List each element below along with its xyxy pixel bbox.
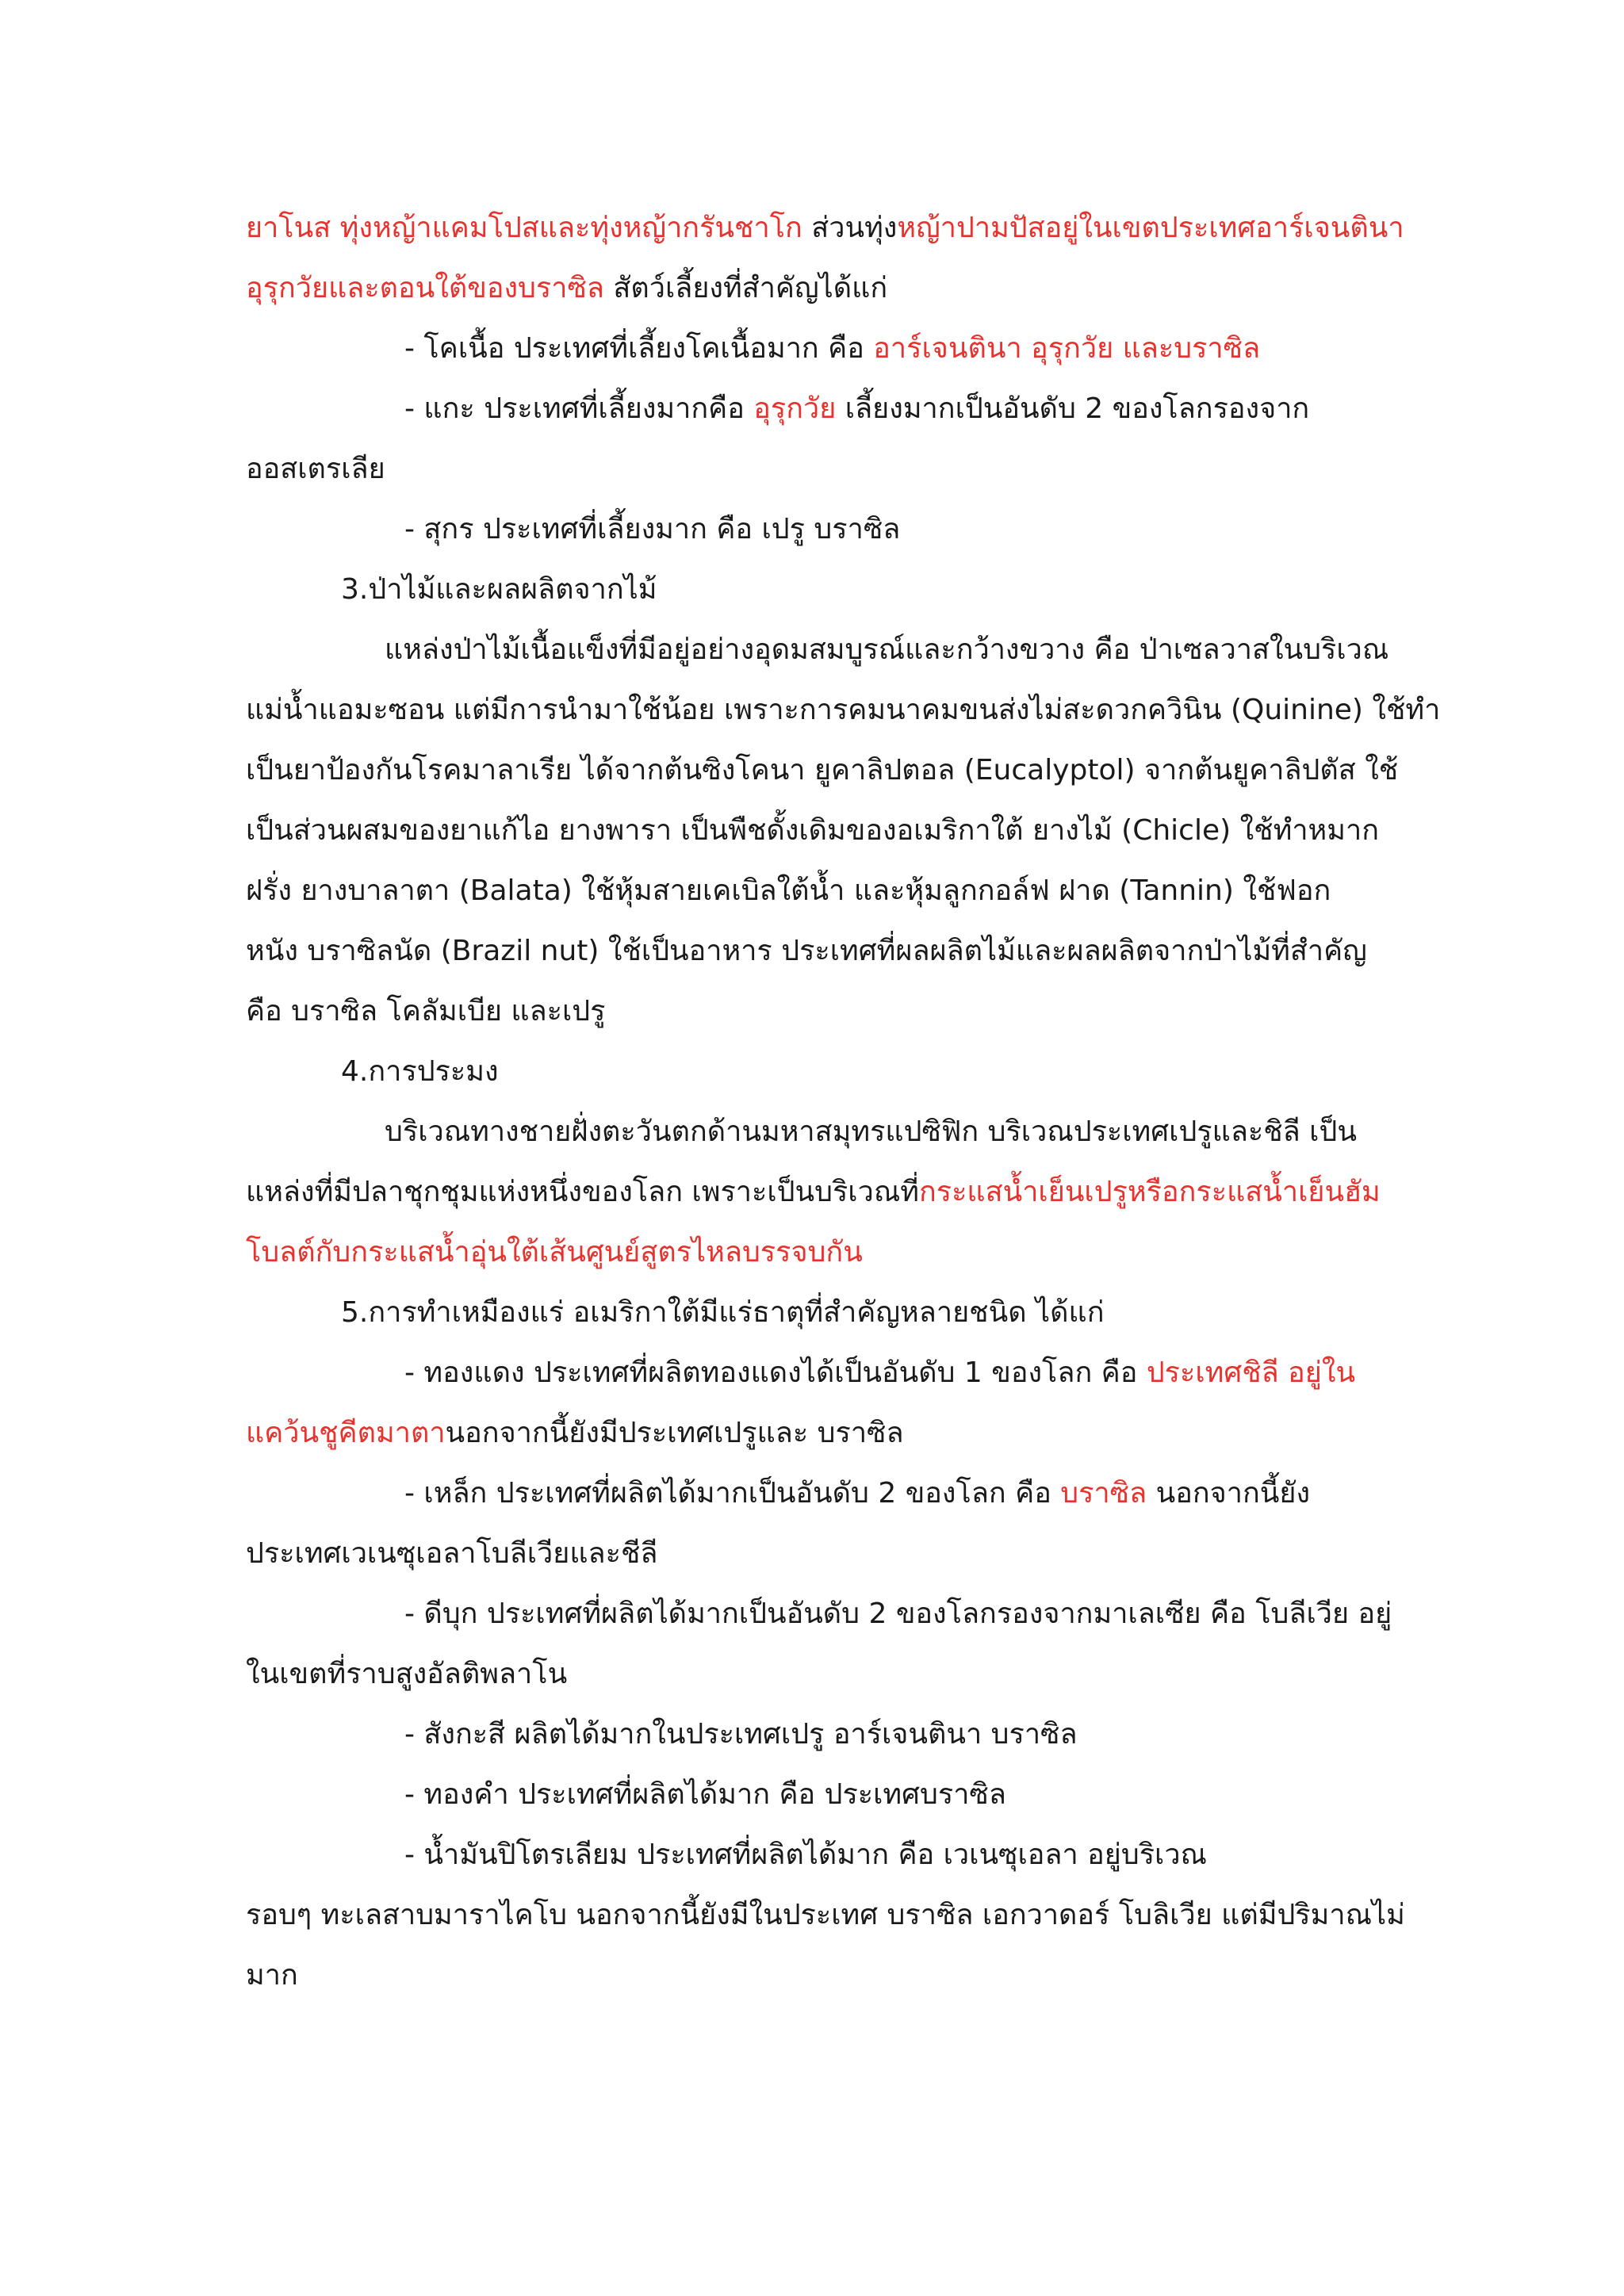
text-line (246, 379, 1396, 439)
text-segment: ส่วนทุ่ง (802, 212, 898, 244)
text-segment: หนัง บราซิลนัด (Brazil nut) ใช้เป็นอาหาร ประเทศที่ผลผลิตไม้และผลผลิตจากป่าไม้ที่สำคัญ (246, 935, 1367, 967)
text-segment: แหล่งป่าไม้เนื้อแข็งที่มีอยู่อย่างอุดมสมบูรณ์และกว้างขวาง คือ ป่าเซลวาสในบริเวณ (385, 633, 1389, 666)
text-segment: บริเวณทางชายฝั่งตะวันตกด้านมหาสมุทรแปซิฟิก บริเวณประเทศเปรูและชิลี เป็น (385, 1115, 1357, 1148)
text-segment: - ดีบุก ประเทศที่ผลิตได้มากเป็นอันดับ 2 ของโลกรองจากมาเลเซีย คือ โบลีเวีย อยู่ (404, 1598, 1392, 1630)
text-segment: เป็นยาป้องกันโรคมาลาเรีย ได้จากต้นซิงโคนา ยูคาลิปตอล (Eucalyptol) จากต้นยูคาลิปตัส ใช้ (246, 754, 1399, 786)
text-segment: รอบๆ ทะเลสาบมาราไคโบ นอกจากนี้ยังมีในประเทศ บราซิล เอกวาดอร์ โบลิเวีย แต่มีปริมาณไม่ (246, 1899, 1405, 1931)
text-segment: ในเขตที่ราบสูงอัลติพลาโน (246, 1658, 568, 1690)
text-line (246, 1885, 1405, 1946)
text-line (246, 1825, 1396, 1885)
text-segment: เลี้ยงมากเป็นอันดับ 2 ของโลกรองจาก (836, 392, 1310, 425)
text-segment: ออสเตรเลีย (246, 453, 385, 485)
highlighted-text: อุรุกวัยและตอนใต้ของบราซิล (246, 272, 604, 304)
text-line (246, 1042, 1396, 1102)
text-line (246, 1705, 1396, 1765)
text-line (246, 1102, 1396, 1162)
text-segment: มาก (246, 1959, 298, 1992)
highlighted-text: อุรุกวัย (753, 392, 837, 425)
text-line (246, 1765, 1396, 1825)
text-segment: - น้ำมันปิโตรเลียม ประเทศที่ผลิตได้มาก คือ เวเนซุเอลา อยู่บริเวณ (404, 1839, 1207, 1871)
text-segment: - แกะ ประเทศที่เลี้ยงมากคือ (404, 392, 754, 425)
text-segment: เป็นส่วนผสมของยาแก้ไอ ยางพารา เป็นพืชดั้งเดิมของอเมริกาใต้ ยางไม้ (Chicle) ใช้ทำหมาก (246, 814, 1380, 847)
text-segment: ประเทศเวเนซุเอลาโบลีเวียและชีลี (246, 1537, 658, 1570)
text-line (246, 1644, 1396, 1705)
text-line (246, 982, 1396, 1042)
text-line (246, 1162, 1396, 1223)
highlighted-text: ประเทศชิลี อยู่ใน (1146, 1357, 1356, 1389)
text-segment: สัตว์เลี้ยงที่สำคัญได้แก่ (603, 272, 888, 304)
text-segment: ฝรั่ง ยางบาลาตา (Balata) ใช้หุ้มสายเคเบิลใต้น้ำ และหุ้มลูกกอล์ฟ ฝาด (Tannin) ใช้ฟอก (246, 874, 1331, 907)
text-line (246, 680, 1441, 740)
text-segment: 4.การประมง (341, 1055, 499, 1088)
text-line (246, 499, 1396, 560)
text-line (246, 560, 1396, 620)
text-segment: แหล่งที่มีปลาชุกชุมแห่งหนึ่งของโลก เพราะเป็นบริเวณที่ (246, 1176, 919, 1208)
text-line (246, 1946, 1396, 2006)
highlighted-text: แคว้นชูคีตมาตา (246, 1417, 446, 1449)
text-line (246, 861, 1396, 921)
text-line (246, 439, 1396, 499)
text-line (246, 620, 1396, 680)
text-segment: - ทองแดง ประเทศที่ผลิตทองแดงได้เป็นอันดับ 1 ของโลก คือ (404, 1357, 1147, 1389)
text-segment: 5.การทำเหมืองแร่ อเมริกาใต้มีแร่ธาตุที่สำคัญหลายชนิด ได้แก่ (341, 1296, 1105, 1329)
text-segment: - สังกะสี ผลิตได้มากในประเทศเปรู อาร์เจนตินา บราซิล (404, 1718, 1078, 1751)
text-line (246, 1403, 1396, 1464)
text-segment: - ทองคำ ประเทศที่ผลิตได้มาก คือ ประเทศบราซิล (404, 1778, 1006, 1811)
text-line (246, 198, 1404, 258)
body-text (246, 198, 1441, 2006)
text-segment: นอกจากนี้ยังมีประเทศเปรูและ บราซิล (445, 1417, 904, 1449)
text-segment: - โคเนื้อ ประเทศที่เลี้ยงโคเนื้อมาก คือ (404, 332, 874, 365)
text-segment: - สุกร ประเทศที่เลี้ยงมาก คือ เปรู บราซิล (404, 513, 901, 545)
highlighted-text: โบลต์กับกระแสน้ำอุ่นใต้เส้นศูนย์สูตรไหลบรรจบกัน (246, 1236, 863, 1269)
text-line (246, 1283, 1396, 1343)
text-segment: นอกจากนี้ยัง (1147, 1477, 1311, 1510)
text-line (246, 921, 1396, 982)
text-segment: - เหล็ก ประเทศที่ผลิตได้มากเป็นอันดับ 2 ของโลก คือ (404, 1477, 1061, 1510)
highlighted-text: อาร์เจนตินา อุรุกวัย และบราซิล (873, 332, 1261, 365)
text-line (246, 1584, 1396, 1644)
text-line (246, 740, 1399, 801)
text-line (246, 801, 1396, 861)
text-line (246, 1223, 1396, 1283)
text-segment: คือ บราซิล โคลัมเบีย และเปรู (246, 995, 606, 1027)
highlighted-text: กระแสน้ำเย็นเปรูหรือกระแสน้ำเย็นฮัม (918, 1176, 1381, 1208)
text-line (246, 258, 1396, 319)
highlighted-text: หญ้าปามปัสอยู่ในเขตประเทศอาร์เจนตินา (897, 212, 1404, 244)
highlighted-text: บราซิล (1060, 1477, 1147, 1510)
text-line (246, 1343, 1396, 1403)
text-line (246, 319, 1396, 379)
text-segment: 3.ป่าไม้และผลผลิตจากไม้ (341, 573, 657, 606)
highlighted-text: ยาโนส ทุ่งหญ้าแคมโปสและทุ่งหญ้ากรันชาโก (246, 212, 802, 244)
text-line (246, 1464, 1396, 1524)
text-segment: แม่น้ำแอมะซอน แต่มีการนำมาใช้น้อย เพราะการคมนาคมขนส่งไม่สะดวกควินิน (Quinine) ใช้ทำ (246, 694, 1441, 726)
text-line (246, 1524, 1396, 1584)
